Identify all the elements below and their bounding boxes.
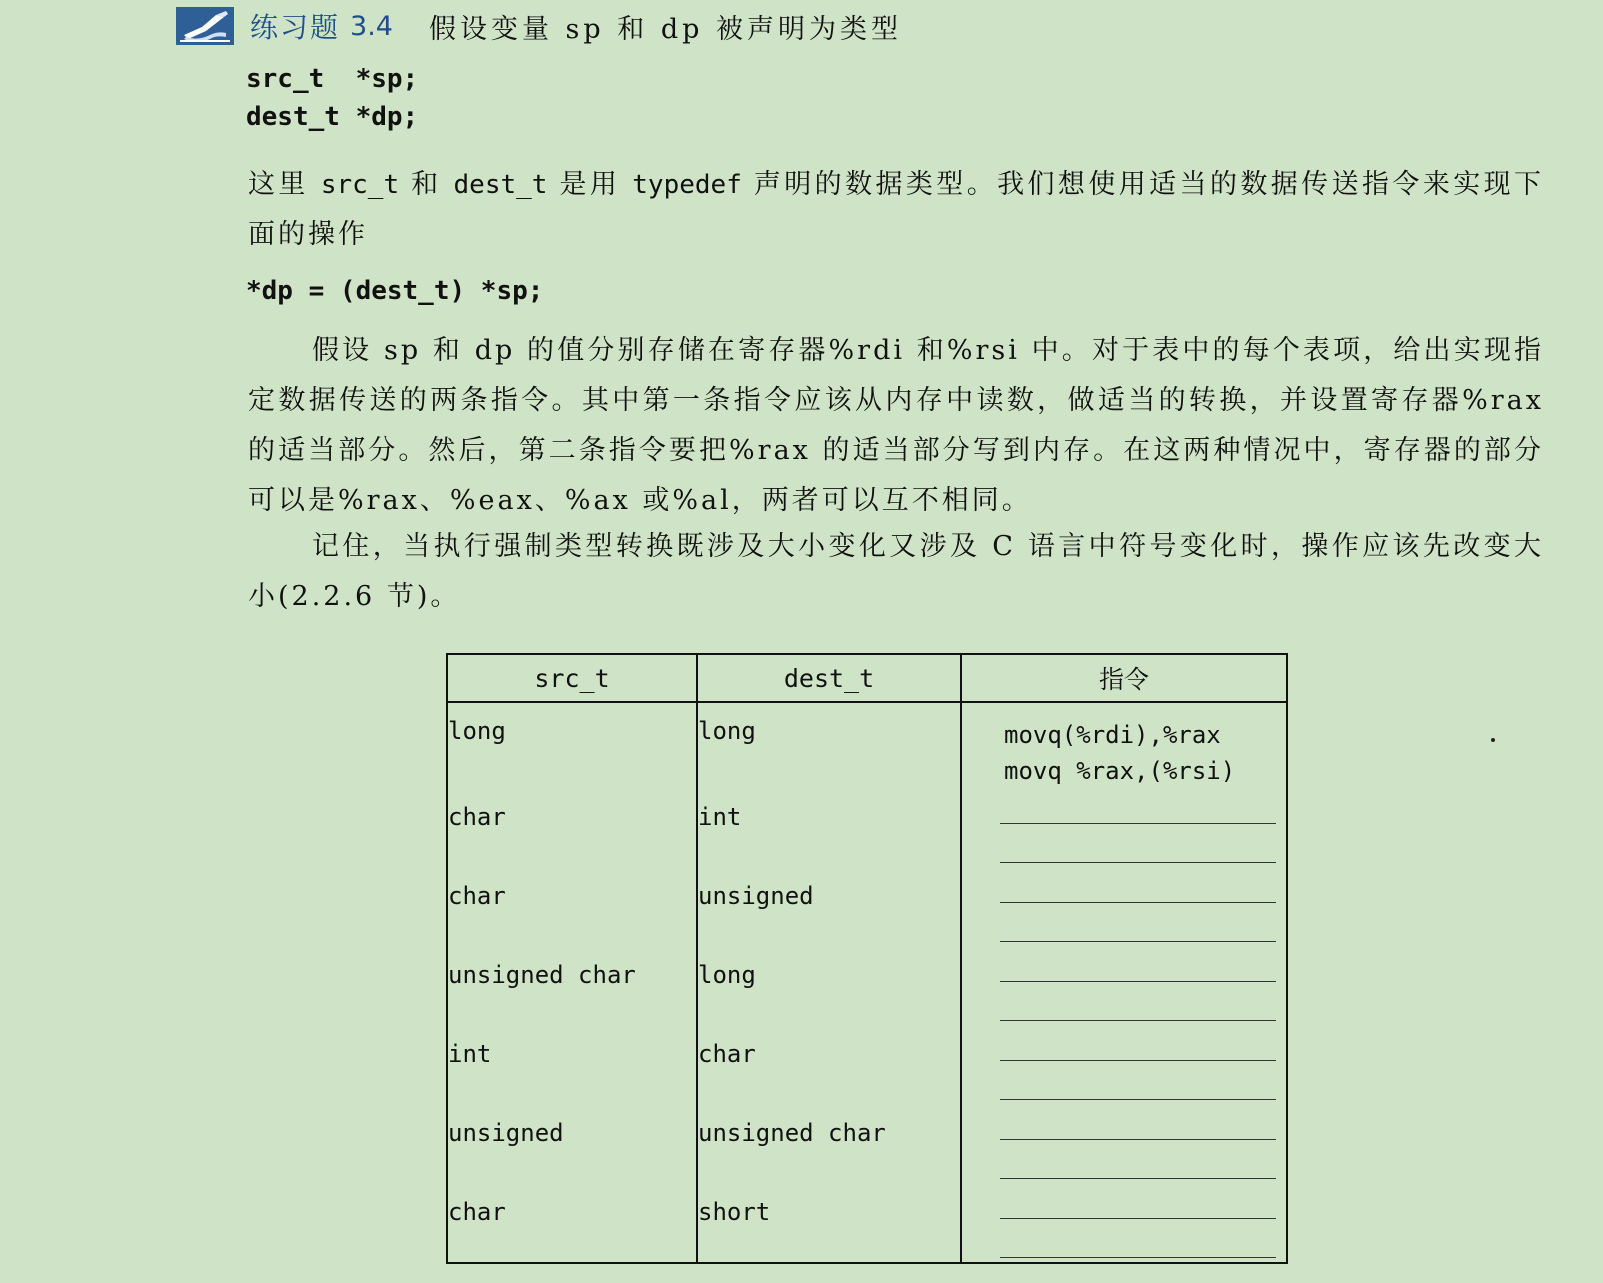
intro-text-3: 是用 [559,169,621,200]
cell-dest: unsigned char [698,1119,886,1147]
cell-dest: long [698,717,756,745]
intro-code-typedef: typedef [632,170,742,200]
table-row [447,947,1287,1026]
intro-code-src: src_t [320,170,400,200]
cell-src: unsigned char [448,961,636,989]
intro-text-4: 声明的数据类型。我们想使用适当的数据传送指令来实现下面的操作 [248,169,1545,250]
paragraph-registers: 假设 sp 和 dp 的值分别存储在寄存器%rdi 和%rsi 中。对于表中的每个表项，给出实现指定数据传送的两条指令。其中第一条指令应该从内存中读数，做适当的转换，并设置寄存器%rax 的适当部分。然后，第二条指令要把%rax 的适当部分写到内存。在这两种情况中，寄存器的部分可以是%rax、%eax、%ax 或%al，两者可以互不相同。 [248,335,1544,516]
header-instruction: 指令 [961,654,1287,702]
table-row [447,789,1287,868]
cell-src: unsigned [448,1119,564,1147]
table-row [447,1105,1287,1184]
answer-blank[interactable] [1000,1139,1276,1140]
pencil-hand-icon [176,7,234,45]
operation-code: *dp = (dest_t) *sp; [246,276,544,306]
answer-blank[interactable] [1000,862,1276,863]
cell-src: char [448,882,506,910]
answer-blank[interactable] [1000,1218,1276,1219]
answer-blank[interactable] [1000,1060,1276,1061]
header-dest-t: dest_t [697,654,961,702]
cell-dest: unsigned [698,882,814,910]
exercise-table [446,653,1288,1264]
exercise-number: 3.4 [350,10,393,42]
cell-src: char [448,1198,506,1226]
exercise-title: 假设变量 sp 和 dp 被声明为类型 [428,13,903,45]
intro-text-2: 和 [411,169,442,200]
declaration-src: src_t *sp; [246,64,419,94]
cell-src: int [448,1040,492,1068]
cell-dest: long [698,961,756,989]
table-row [447,868,1287,947]
table-row [447,1184,1287,1263]
answer-blank[interactable] [1000,941,1276,942]
answer-blank[interactable] [1000,1020,1276,1021]
intro-text-1: 这里 [248,169,309,200]
example-instructions [962,703,1286,789]
answer-blank[interactable] [1000,902,1276,903]
cell-src: long [448,717,506,745]
cell-dest: short [698,1198,771,1226]
header-src-t: src_t [447,654,697,702]
answer-blank[interactable] [1000,1257,1276,1258]
cell-dest: int [698,803,742,831]
intro-code-dest: dest_t [453,170,548,200]
table-row [447,702,1287,789]
cell-src: char [448,803,506,831]
paragraph-remember: 记住，当执行强制类型转换既涉及大小变化又涉及 C 语言中符号变化时，操作应该先改变大小(2.2.6 节)。 [248,531,1544,612]
cell-dest: char [698,1040,756,1068]
example-instr-2: movq %rax,(%rsi) [1004,757,1236,785]
exercise-header [176,6,902,46]
table-row [447,1026,1287,1105]
answer-blank[interactable] [1000,1099,1276,1100]
declaration-dest: dest_t *dp; [246,102,419,132]
answer-blank[interactable] [1000,1178,1276,1179]
intro-paragraph [248,160,1544,260]
example-instr-1: movq(%rdi),%rax [1004,721,1221,749]
answer-blank[interactable] [1000,823,1276,824]
exercise-label: 练习题 [250,11,341,44]
answer-blank[interactable] [1000,981,1276,982]
scan-speck [1491,738,1495,742]
